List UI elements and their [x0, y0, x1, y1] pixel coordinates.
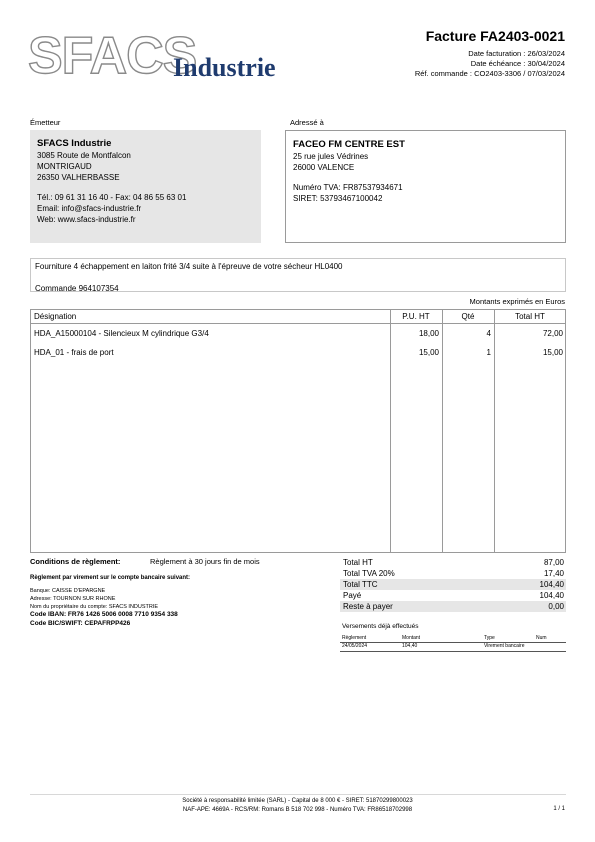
row-total: 72,00 [542, 329, 563, 338]
emitter-address-2: MONTRIGAUD [37, 162, 92, 171]
payments-title: Versements déjà effectués [342, 623, 419, 630]
row-unit-price: 18,00 [418, 329, 439, 338]
payment-terms-value: Règlement à 30 jours fin de mois [150, 557, 260, 566]
row-designation: HDA_A15000104 - Silencieux M cylindrique G3/4 [34, 329, 209, 338]
total-ttc-label: Total TTC [343, 580, 378, 589]
emitter-name: SFACS Industrie [37, 138, 112, 149]
emitter-email: Email: info@sfacs-industrie.fr [37, 204, 142, 213]
footer-divider [30, 794, 566, 795]
emitter-address-1: 3085 Route de Montfalcon [37, 151, 131, 160]
payment-type: Virement bancaire [484, 643, 525, 649]
remaining-value: 0,00 [548, 602, 564, 611]
paid-row [340, 590, 566, 601]
recipient-address-2: 26000 VALENCE [293, 163, 355, 172]
payments-header-montant: Montant [402, 635, 421, 641]
total-ht-row [340, 557, 566, 568]
payment-date: 24/05/2024 [342, 643, 368, 649]
payments-header-num: Num [536, 635, 547, 641]
total-ttc-row [340, 579, 566, 590]
order-reference: Réf. commande : CO2403-3306 / 07/03/2024 [414, 69, 565, 78]
logo-brand: SFACS [28, 27, 197, 85]
header-designation: Désignation [34, 312, 77, 321]
bank-transfer-header: Règlement par virement sur le compte bancaire suivant: [30, 575, 191, 581]
invoice-date: Date facturation : 26/03/2024 [468, 49, 565, 58]
payments-header-reglement: Règlement [342, 635, 367, 641]
description-line-1: Fourniture 4 échappement en laiton frité 3/4 suite à l'épreuve de votre sécheur HL0400 [35, 262, 343, 271]
payments-table [340, 634, 566, 651]
total-tva-value: 17,40 [543, 569, 564, 578]
description-box [30, 258, 566, 292]
bank-name: Banque: CAISSE D'EPARGNE [30, 588, 106, 594]
row-total: 15,00 [542, 348, 563, 357]
footer-legal-2: NAF-APE: 4669A - RCS/RM: Romans B 518 702 998 - Numéro TVA: FR86518702998 [182, 807, 413, 813]
bank-address: Adresse: TOURNON SUR RHONE [30, 596, 116, 602]
paid-value: 104,40 [539, 591, 564, 600]
emitter-address-3: 26350 VALHERBASSE [37, 173, 120, 182]
header-quantity: Qté [461, 312, 475, 321]
footer-legal-1: Société à responsabilité limitée (SARL) - Capital de 8 000 € - SIRET: 51870299800023 [182, 798, 413, 804]
iban: Code IBAN: FR76 1426 5006 0008 7710 9354 338 [30, 611, 178, 618]
recipient-name: FACEO FM CENTRE EST [293, 139, 405, 150]
page-number: 1 / 1 [553, 806, 565, 812]
items-table [30, 309, 566, 553]
bic-swift: Code BIC/SWIFT: CEPAFRPP426 [30, 620, 131, 627]
emitter-web: Web: www.sfacs-industrie.fr [37, 215, 136, 224]
recipient-address-1: 25 rue jules Védrines [293, 152, 369, 161]
header-unit-price: P.U. HT [402, 312, 430, 321]
recipient-box [285, 130, 566, 243]
table-row [340, 642, 566, 652]
total-tva-label: Total TVA 20% [343, 569, 395, 578]
total-ht-label: Total HT [343, 558, 373, 567]
logo-suffix: Industrie [173, 53, 276, 82]
emitter-phone: Tél.: 09 61 31 16 40 - Fax: 04 86 55 63 01 [37, 193, 187, 202]
row-designation: HDA_01 - frais de port [34, 348, 114, 357]
account-holder: Nom du propriétaire du compte: SFACS INDUSTRIE [30, 604, 159, 610]
description-line-2: Commande 964107354 [35, 284, 119, 293]
recipient-siret: SIRET: 53793467100042 [293, 194, 383, 203]
row-quantity: 1 [486, 348, 491, 357]
company-logo [28, 27, 288, 86]
total-ttc-value: 104,40 [539, 580, 564, 589]
emitter-box [30, 130, 261, 243]
recipient-label: Adressé à [290, 118, 324, 127]
invoice-due-date: Date échéance : 30/04/2024 [470, 59, 565, 68]
row-unit-price: 15,00 [418, 348, 439, 357]
currency-note: Montants exprimés en Euros [469, 297, 565, 306]
total-ht-value: 87,00 [543, 558, 564, 567]
row-quantity: 4 [486, 329, 491, 338]
total-tva-row [340, 568, 566, 579]
invoice-title: Facture FA2403-0021 [425, 28, 565, 44]
emitter-label: Émetteur [30, 118, 61, 127]
invoice-meta [415, 49, 565, 79]
recipient-tva: Numéro TVA: FR87537934671 [293, 183, 403, 192]
payment-terms-label: Conditions de règlement: [30, 557, 121, 566]
payments-header-type: Type [484, 635, 495, 641]
remaining-label: Reste à payer [343, 602, 393, 611]
payment-amount: 104,40 [402, 643, 418, 649]
remaining-row [340, 601, 566, 612]
paid-label: Payé [343, 591, 362, 600]
header-total: Total HT [515, 312, 545, 321]
